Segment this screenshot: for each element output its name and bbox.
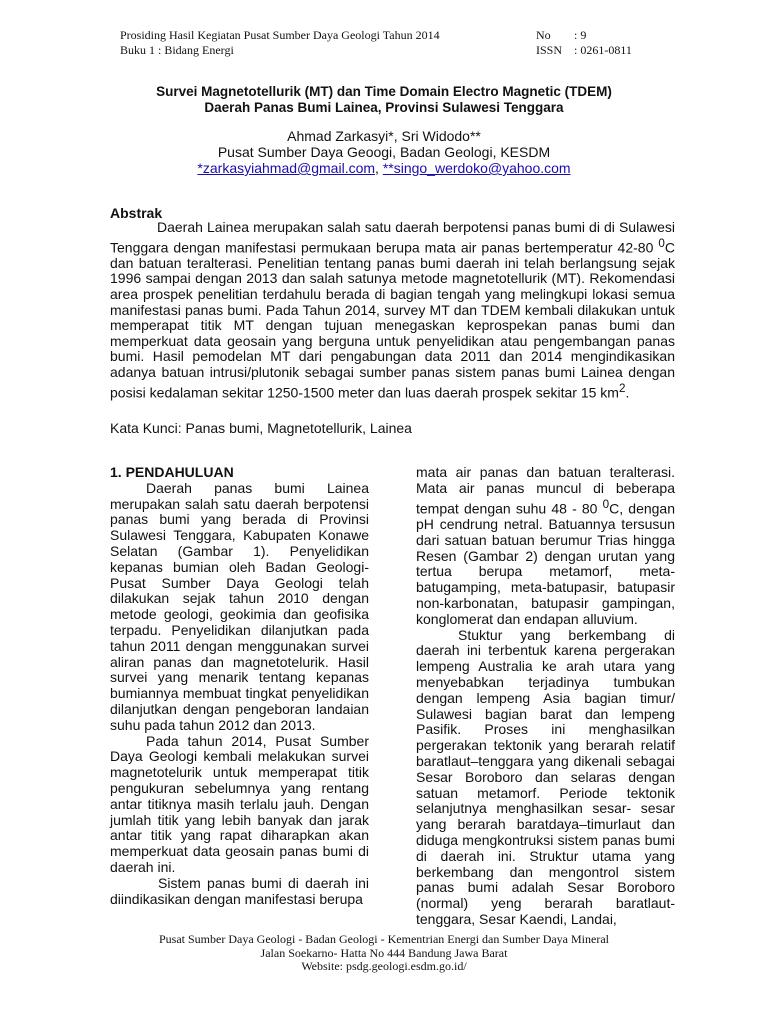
footer-address: Jalan Soekarno- Hatta No 444 Bandung Jawa Barat	[260, 945, 508, 960]
paragraph: mata air panas dan batuan teralterasi. Mata air panas muncul di beberapa tempat dengan suhu 48 - 80 $^0$C, dengan pH cendrung netral. Batuannya tersusun dari satuan batuan berumur Trias hingga Resen (Gambar 2) dengan urutan yang tertua berupa metamorf, meta-batugamping, meta-batupasir, batupasir non-karbonatan, batupasir gampingan, konglomerat dan endapan alluvium.	[416, 464, 675, 627]
abstract-heading: Abstrak	[110, 205, 163, 221]
title-line-1: Survei Magnetotellurik (MT) dan Time Domain Electro Magnetic (TDEM)	[156, 84, 612, 99]
author-affiliation: Pusat Sumber Daya Geoogi, Badan Geologi, KESDM	[217, 144, 551, 160]
author-names: Ahmad Zarkasyi*, Sri Widodo**	[287, 128, 481, 144]
footer-website: Website: psdg.geologi.esdm.go.id/	[301, 959, 467, 973]
keywords: Kata Kunci: Panas bumi, Magnetotellurik, Lainea	[110, 420, 412, 436]
issue-info	[536, 28, 632, 58]
footer-institution: Pusat Sumber Daya Geologi - Badan Geologi - Kementrian Energi dan Sumber Daya Mineral	[159, 932, 609, 946]
section-heading: 1. PENDAHULUAN	[110, 464, 234, 480]
page-footer	[80, 933, 688, 974]
right-column	[416, 465, 675, 928]
author-emails: *zarkasyiahmad@gmail.com, **singo_werdoko@yahoo.com	[197, 160, 571, 176]
paragraph: Sistem panas bumi di daerah ini diindikasikan dengan manifestasi berupa	[110, 874, 369, 907]
running-header	[120, 28, 440, 58]
paper-title	[110, 84, 658, 116]
issue-number: No : 9	[536, 28, 587, 42]
title-line-2: Daerah Panas Bumi Lainea, Provinsi Sulawesi Tenggara	[204, 100, 564, 115]
journal-title: Prosiding Hasil Kegiatan Pusat Sumber Daya Geologi Tahun 2014	[120, 28, 440, 42]
journal-book: Buku 1 : Bidang Energi	[120, 43, 234, 57]
email-link-1[interactable]: *zarkasyiahmad@gmail.com	[197, 160, 376, 176]
abstract-text: Daerah Lainea merupakan salah satu daerah berpotensi panas bumi di di Sulawesi Tenggara dengan manifestasi permukaan berupa mata air panas bertemperatur 42-80 $^0$C dan batuan teralterasi. Penelitian tentang panas bumi daerah ini telah berlangsung sejak 1996 sampai dengan 2013 dan salah satunya metode magnetotellurik (MT). Rekomendasi area prospek penelitian terdahulu berada di bagian tengah yang melingkupi lokasi semua manifestasi panas bumi. Pada Tahun 2014, survey MT dan TDEM kembali dilakukan untuk memperapat titik MT dengan tujuan menegaskan keprospekan panas bumi dan memperkuat data geosain yang berguna untuk penyelidikan atau pengembangan panas bumi. Hasil pemodelan MT dari pengabungan data 2011 dan 2014 mengindikasikan adanya batuan intrusi/plutonik sebagai sumber panas sistem panas bumi Lainea dengan posisi kedalaman sekitar 1250-1500 meter dan luas daerah prospek sekitar 15 $km^2$.	[110, 219, 675, 401]
left-column	[110, 465, 369, 907]
issn: ISSN : 0261-0811	[536, 43, 632, 57]
paragraph: Pada tahun 2014, Pusat Sumber Daya Geologi kembali melakukan survei magnetotelurik untuk memperapat titik pengukuran sebelumnya yang rentang antar titiknya masih terlalu jauh. Dengan jumlah titik yang lebih banyak dan jarak antar titik yang rapat diharapkan akan memperkuat data geosain panas bumi di daerah ini.	[110, 732, 369, 875]
abstract-body	[110, 220, 675, 401]
email-link-2[interactable]: **singo_werdoko@yahoo.com	[382, 160, 571, 176]
paragraph: Daerah panas bumi Lainea merupakan salah satu daerah berpotensi panas bumi yang berada di Provinsi Sulawesi Tenggara, Kabupaten Konawe Selatan (Gambar 1). Penyelidikan kepanas bumian oleh Badan Geologi-Pusat Sumber Daya Geologi telah dilakukan sejak tahun 2010 dengan metode geologi, geokimia dan geofisika terpadu. Penyelidikan dilanjutkan pada tahun 2011 dengan menggunakan survei aliran panas dan magnetotelurik. Hasil survei yang menarik tentang kepanas bumiannya membuat tingkat penyelidikan dilanjutkan dengan pengeboran landaian suhu pada tahun 2012 dan 2013.	[110, 479, 369, 733]
paragraph: Stuktur yang berkembang di daerah ini terbentuk karena pergerakan lempeng Australia ke arah utara yang menyebabkan terjadinya tumbukan dengan lempeng Asia bagian timur/ Sulawesi bagian barat dan lempeng Pasifik. Proses ini menghasilkan pergerakan tektonik yang berarah relatif baratlaut–tenggara yang dikenali sebagai Sesar Boroboro dan selaras dengan satuan metamorf. Periode tektonik selanjutnya menghasilkan sesar- sesar yang berarah baratdaya–timurlaut dan diduga mengkontruksi sistem panas bumi di daerah ini. Struktur utama yang berkembang dan mengontrol sistem panas bumi adalah Sesar Boroboro (normal) yeng berarah baratlaut-tenggara, Sesar Kaendi, Landai,	[416, 626, 675, 927]
author-block	[110, 128, 658, 176]
